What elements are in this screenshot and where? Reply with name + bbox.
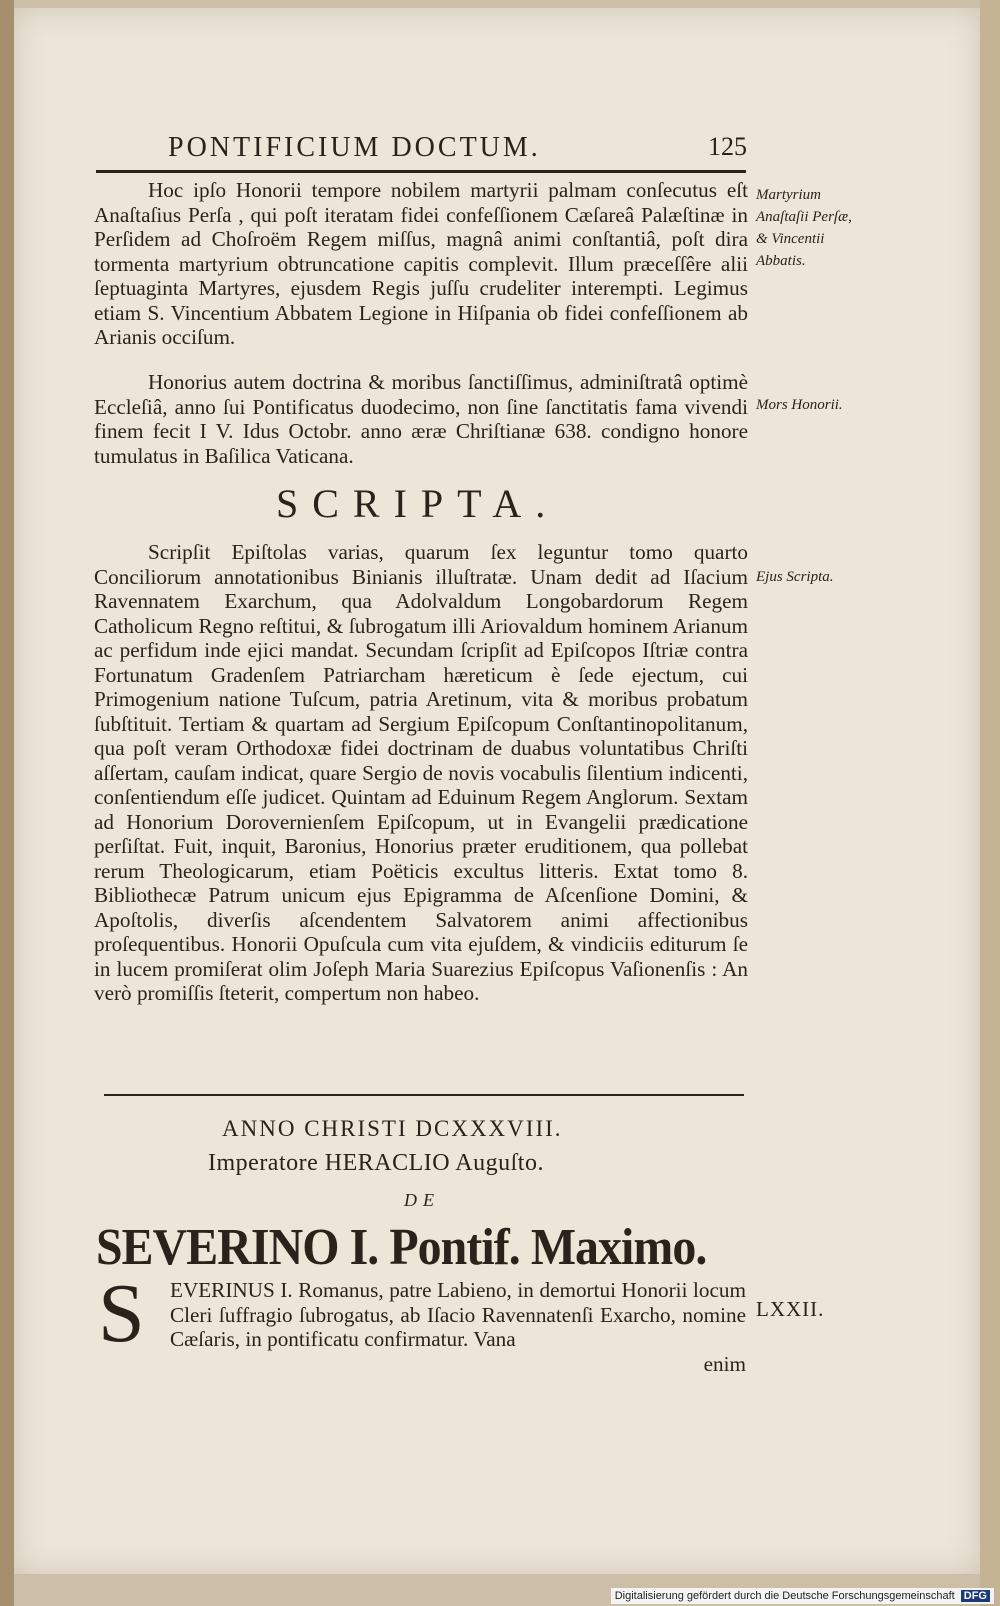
header-rule	[96, 170, 746, 173]
page-header	[96, 124, 746, 174]
de-label: DE	[404, 1190, 440, 1210]
paragraph-mors	[94, 370, 748, 468]
page-number: 125	[708, 132, 747, 161]
paragraph-text: Hoc ipſo Honorii tempore nobilem martyrii palmam conſecutus eſt Anaſtaſius Perſa , qui poſt iteratam fidei confeſſionem Cæſareâ Palæſtinæ in Perſidem ad Choſroëm Regem miſſus, magnâ animi conſtantiâ, poſt dira tormenta martyrium obtruncatione capitis complevit. Illum præceſſêre alii ſeptuaginta Martyres, ejusdem Regis juſſu crudeliter interempti. Legimus etiam S. Vincentium Abbatem Legione in Hiſpania ob fidei confeſſionem ab Arianis occiſum.	[94, 178, 748, 349]
paragraph-text: Honorius autem doctrina & moribus ſanctiſſimus, adminiſtratâ optimè Eccleſiâ, anno ſui Pontificatus duodecimo, non ſine ſanctitatis fama vivendi finem fecit I V. Idus Octobr. anno æræ Chriſtianæ 638. condigno honore tumulatus in Baſilica Vaticana.	[94, 370, 748, 468]
section-title: SCRIPTA.	[276, 481, 560, 526]
catchword: enim	[703, 1351, 746, 1376]
drop-cap: S	[98, 1267, 145, 1360]
dfg-logo: DFG	[961, 1590, 990, 1602]
paragraph-martyrium	[94, 178, 748, 350]
page-edge	[980, 0, 1000, 1606]
running-head: PONTIFICIUM DOCTUM.	[168, 132, 541, 163]
paragraph-text: Scripſit Epiſtolas varias, quarum ſex leguntur tomo quarto Conciliorum annotationibus Binianis illuſtratæ. Unam dedit ad Iſacium Ravennatem Exarchum, qua Adolvaldum Longobardorum Regem Catholicum Regno reſtitui, & ſubrogatum illi Ariovaldum hominem Arianum ac perfidum inde ejici mandat. Secundam ſcripſit ad Epiſcopos Iſtriæ contra Fortunatum Gradenſem Patriarcham hæreticum è ſede ejectum, cui Primogenium natione Tuſcum, patria Aretinum, vita & moribus probatum ſubſtituit. Tertiam & quartam ad Sergium Epiſcopum Conſtantinopolitanum, qua poſt veram Orthodoxæ fidei doctrinam de duabus voluntatibus Chriſti aſſertam, cauſam indicat, quare Sergio de novis vocabulis ſilentium indicenti, conſentiendum eſſe judicet. Quintam ad Eduinum Regem Anglorum. Sextam ad Honorium Dorovernienſem Epiſcopum, ut in Evangelii prædicatione perſiſtat. Fuit, inquit, Baronius, Honorius præter eruditionem, qua pollebat rerum Theologicarum, etiam Poëticis excultus litteris. Extat tomo 8. Bibliothecæ Patrum unicum ejus Epigramma de Aſcenſione Domini, & Apoſtolis, diverſis aſcendentem Salvatorem animi affectionibus proſequentibus. Honorii Opuſcula cum vita ejuſdem, & vindiciis editurum ſe in lucem promiſerat olim Joſeph Maria Suarezius Epiſcopus Vaſionenſis : An verò promiſſis ſteterit, compertum non habeo.	[94, 540, 748, 1005]
margin-note-mors: Mors Honorii.	[756, 397, 843, 413]
footer-text: Digitalisierung gefördert durch die Deutsche Forschungsgemeinschaft	[614, 1590, 955, 1602]
paragraph-severinus	[170, 1278, 746, 1376]
margin-note-martyrium: Martyrium Anaſtaſii Perſæ, & Vincentii Abbatis.	[756, 187, 852, 269]
paragraph-scripta	[94, 540, 748, 1006]
chapter-title: SEVERINO I. Pontif. Maximo.	[96, 1219, 707, 1276]
anno-heading: ANNO CHRISTI DCXXXVIII.	[222, 1116, 563, 1141]
imperatore-heading: Imperatore HERACLIO Auguſto.	[208, 1150, 544, 1176]
margin-note-number: LXXII.	[756, 1297, 825, 1321]
section-divider	[104, 1094, 744, 1096]
paragraph-text: EVERINUS I. Romanus, patre Labieno, in demortui Honorii locum Cleri ſuffragio ſubrogatus, ab Iſacio Ravennatenſi Exarcho, nomine Cæſaris, in pontificatu confirmatur. Vana	[170, 1278, 746, 1351]
margin-note-scripta: Ejus Scripta.	[756, 569, 834, 585]
footer-credit	[611, 1588, 994, 1604]
book-spine	[0, 0, 14, 1606]
